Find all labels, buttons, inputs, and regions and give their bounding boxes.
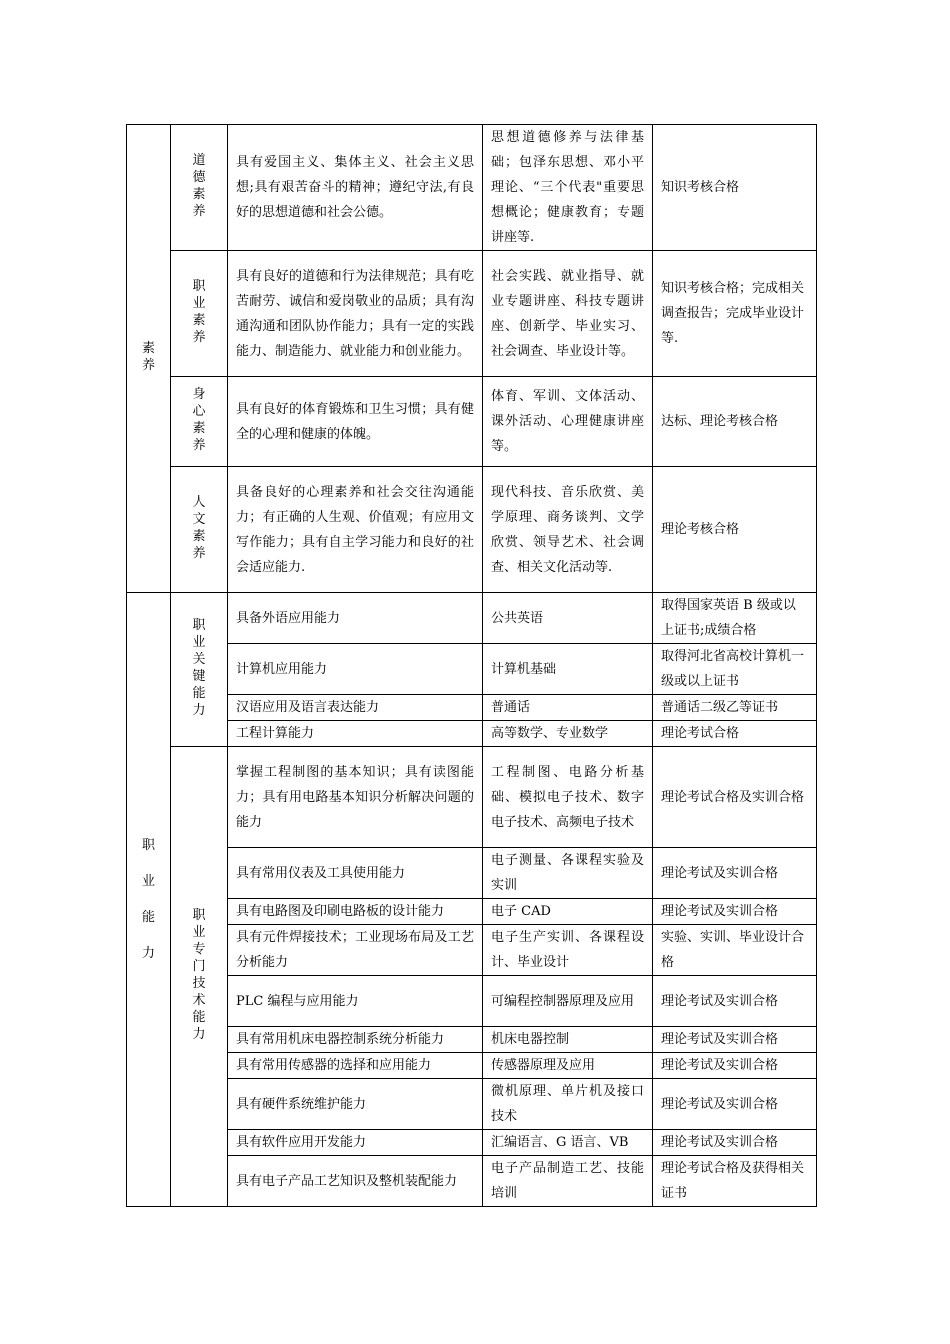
- ability-cell: PLC 编程与应用能力: [228, 976, 483, 1027]
- course-cell: 社会实践、就业指导、就业专题讲座、科技专题讲座、创新学、毕业实习、社会调查、毕业设计等。: [483, 251, 653, 377]
- course-cell: 电子测量、各课程实验及实训: [483, 848, 653, 899]
- subcategory-label: 职业关键能力: [192, 617, 206, 718]
- course-cell: 传感器原理及应用: [483, 1053, 653, 1079]
- table-row: [127, 593, 817, 644]
- subcategory-label: 人文素养: [192, 494, 206, 561]
- ability-cell: 计算机应用能力: [228, 644, 483, 695]
- category-cell-zhiye: [127, 593, 171, 1207]
- assessment-cell: 理论考核合格: [653, 467, 817, 593]
- ability-cell: 具有常用传感器的选择和应用能力: [228, 1053, 483, 1079]
- assessment-cell: 理论考试及实训合格: [653, 899, 817, 925]
- subcategory-cell: [171, 377, 228, 467]
- ability-cell: 掌握工程制图的基本知识；具有读图能力；具有用电路基本知识分析解决问题的能力: [228, 747, 483, 848]
- table-row: [127, 125, 817, 251]
- course-cell: 电子 CAD: [483, 899, 653, 925]
- assessment-cell: 理论考试及实训合格: [653, 976, 817, 1027]
- assessment-cell: 理论考试及实训合格: [653, 1027, 817, 1053]
- table-row: [127, 644, 817, 695]
- table-row: [127, 976, 817, 1027]
- table-row: [127, 721, 817, 747]
- course-cell: 普通话: [483, 695, 653, 721]
- ability-cell: 具有良好的道德和行为法律规范；具有吃苦耐劳、诚信和爱岗敬业的品质；具有沟通沟通和团队协作能力；具有一定的实践能力、制造能力、就业能力和创业能力。: [228, 251, 483, 377]
- course-cell: 公共英语: [483, 593, 653, 644]
- ability-cell: 具有良好的体育锻炼和卫生习惯；具有健全的心理和健康的体魄。: [228, 377, 483, 467]
- course-cell: 微机原理、单片机及接口技术: [483, 1079, 653, 1130]
- ability-cell: 工程计算能力: [228, 721, 483, 747]
- ability-cell: 具备外语应用能力: [228, 593, 483, 644]
- course-cell: 现代科技、音乐欣赏、美学原理、商务谈判、文学欣赏、领导艺术、社会调查、相关文化活动等.: [483, 467, 653, 593]
- course-cell: 可编程控制器原理及应用: [483, 976, 653, 1027]
- ability-cell: 汉语应用及语言表达能力: [228, 695, 483, 721]
- course-cell: 机床电器控制: [483, 1027, 653, 1053]
- course-cell: 电子产品制造工艺、技能培训: [483, 1156, 653, 1207]
- subcategory-label: 职业素养: [192, 278, 206, 345]
- assessment-cell: 理论考试合格及获得相关证书: [653, 1156, 817, 1207]
- assessment-cell: 理论考试合格: [653, 721, 817, 747]
- assessment-cell: 知识考核合格: [653, 125, 817, 251]
- assessment-cell: 理论考试及实训合格: [653, 1130, 817, 1156]
- assessment-cell: 理论考试及实训合格: [653, 848, 817, 899]
- table-row: [127, 1130, 817, 1156]
- category-label: 素养: [141, 340, 155, 373]
- assessment-cell: 理论考试合格及实训合格: [653, 747, 817, 848]
- assessment-cell: 实验、实训、毕业设计合格: [653, 925, 817, 976]
- subcategory-cell: [171, 747, 228, 1207]
- table-row: [127, 695, 817, 721]
- table-row: [127, 1156, 817, 1207]
- table-row: [127, 1053, 817, 1079]
- ability-cell: 具有元件焊接技术；工业现场布局及工艺分析能力: [228, 925, 483, 976]
- subcategory-label: 身心素养: [192, 386, 206, 453]
- table-row: [127, 1027, 817, 1053]
- course-cell: 电子生产实训、各课程设计、毕业设计: [483, 925, 653, 976]
- table-row: [127, 251, 817, 377]
- assessment-cell: 理论考试及实训合格: [653, 1079, 817, 1130]
- curriculum-ability-table: [126, 124, 817, 1207]
- table-row: [127, 899, 817, 925]
- ability-cell: 具备良好的心理素养和社会交往沟通能力；有正确的人生观、价值观；有应用文写作能力；具有自主学习能力和良好的社会适应能力.: [228, 467, 483, 593]
- course-cell: 思想道德修养与法律基础；包泽东思想、邓小平理论、“三个代表"重要思想概论；健康教育；专题讲座等.: [483, 125, 653, 251]
- ability-cell: 具有电子产品工艺知识及整机装配能力: [228, 1156, 483, 1207]
- table-row: [127, 377, 817, 467]
- table-row: [127, 1079, 817, 1130]
- table-row: [127, 467, 817, 593]
- assessment-cell: 知识考核合格；完成相关调查报告；完成毕业设计等.: [653, 251, 817, 377]
- table-row: [127, 925, 817, 976]
- assessment-cell: 取得国家英语 B 级或以上证书;成绩合格: [653, 593, 817, 644]
- course-cell: 体育、军训、文体活动、课外活动、心理健康讲座等。: [483, 377, 653, 467]
- category-label: 职业能力: [141, 837, 155, 961]
- table-row: [127, 747, 817, 848]
- ability-cell: 具有常用仪表及工具使用能力: [228, 848, 483, 899]
- course-cell: 高等数学、专业数学: [483, 721, 653, 747]
- subcategory-cell: [171, 125, 228, 251]
- subcategory-cell: [171, 467, 228, 593]
- assessment-cell: 达标、理论考核合格: [653, 377, 817, 467]
- ability-cell: 具有电路图及印刷电路板的设计能力: [228, 899, 483, 925]
- assessment-cell: 理论考试及实训合格: [653, 1053, 817, 1079]
- assessment-cell: 普通话二级乙等证书: [653, 695, 817, 721]
- course-cell: 工程制图、电路分析基础、模拟电子技术、数字电子技术、高频电子技术: [483, 747, 653, 848]
- assessment-cell: 取得河北省高校计算机一级或以上证书: [653, 644, 817, 695]
- course-cell: 汇编语言、G 语言、VB: [483, 1130, 653, 1156]
- ability-cell: 具有常用机床电器控制系统分析能力: [228, 1027, 483, 1053]
- table-row: [127, 848, 817, 899]
- ability-cell: 具有硬件系统维护能力: [228, 1079, 483, 1130]
- ability-cell: 具有爱国主义、集体主义、社会主义思想;具有艰苦奋斗的精神；遵纪守法,有良好的思想道德和社会公德。: [228, 125, 483, 251]
- subcategory-cell: [171, 593, 228, 747]
- subcategory-label: 道德素养: [192, 152, 206, 219]
- course-cell: 计算机基础: [483, 644, 653, 695]
- subcategory-cell: [171, 251, 228, 377]
- subcategory-label: 职业专门技术能力: [192, 907, 206, 1042]
- category-cell-suyang: [127, 125, 171, 593]
- ability-cell: 具有软件应用开发能力: [228, 1130, 483, 1156]
